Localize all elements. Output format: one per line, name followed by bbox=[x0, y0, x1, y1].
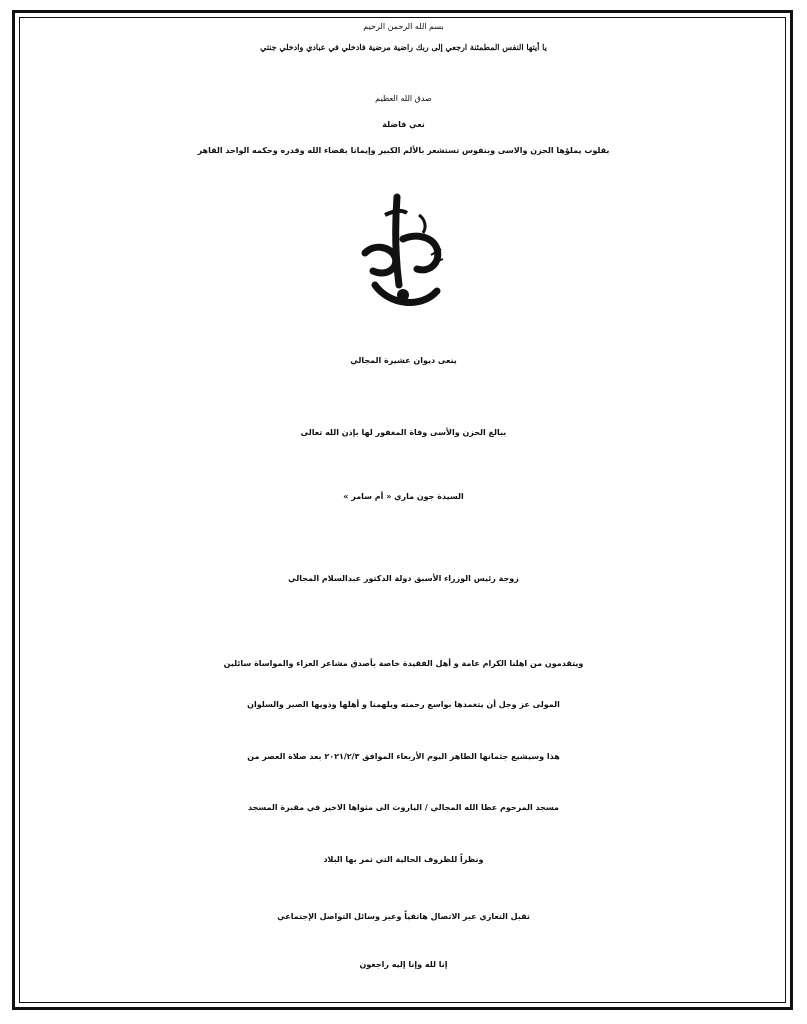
logo-calligraphy bbox=[345, 185, 465, 325]
basmala: بسم الله الرحمن الرحيم bbox=[363, 22, 444, 31]
closing-phrase: إنا لله وإنا إليه راجعون bbox=[359, 960, 448, 969]
grief-line: ببالغ الحزن والأسى وفاة المغفور لها بإذن الله تعالى bbox=[300, 428, 507, 437]
body-line-4: مسجد المرحوم عطا الله المجالي / الياروت الى مثواها الاخير في مقبرة المسجد bbox=[247, 803, 559, 812]
majali-logo-icon bbox=[345, 185, 465, 325]
deceased-name: السيدة جون ماري « أم سامر » bbox=[343, 492, 464, 501]
circumstances-line: ونظراً للظروف الحالية التي تمر بها البلاد bbox=[323, 855, 484, 864]
body-line-3: هذا وسيشيع جثمانها الطاهر اليوم الأربعاء الموافق ٢٠٢١/٢/٣ بعد صلاة العصر من bbox=[247, 752, 560, 761]
clan-announcement: ينعى ديوان عشيرة المجالي bbox=[350, 356, 457, 365]
quran-verse: يا أيتها النفس المطمئنة ارجعي إلى ربك راضية مرضية فادخلي في عبادي وادخلي جنتي bbox=[260, 42, 547, 52]
body-line-2: المولى عز وجل أن يتغمدها بواسع رحمته ويلهمنا و أهلها وذويها الصبر والسلوان bbox=[247, 700, 560, 709]
sadaqa-allah: صدق الله العظيم bbox=[375, 94, 432, 103]
intro-line: بقلوب يملؤها الحزن والاسى وبنفوس تستشعر بالألم الكبير وإيمانا بقضاء الله وقدره وحكمه الواحد القاهر bbox=[197, 146, 610, 155]
notice-type: نعي فاضلة bbox=[382, 120, 425, 129]
relation-line: زوجة رئيس الوزراء الأسبق دولة الدكتور عبدالسلام المجالي bbox=[288, 574, 519, 583]
condolence-method-line: تقبل التعازي عبر الاتصال هاتفياً وعبر وسائل التواصل الإجتماعي bbox=[277, 912, 530, 921]
body-line-1: ويتقدمون من اهلنا الكرام عامة و أهل الفقيدة خاصة بأصدق مشاعر العزاء والمواساة سائلين bbox=[223, 659, 584, 668]
